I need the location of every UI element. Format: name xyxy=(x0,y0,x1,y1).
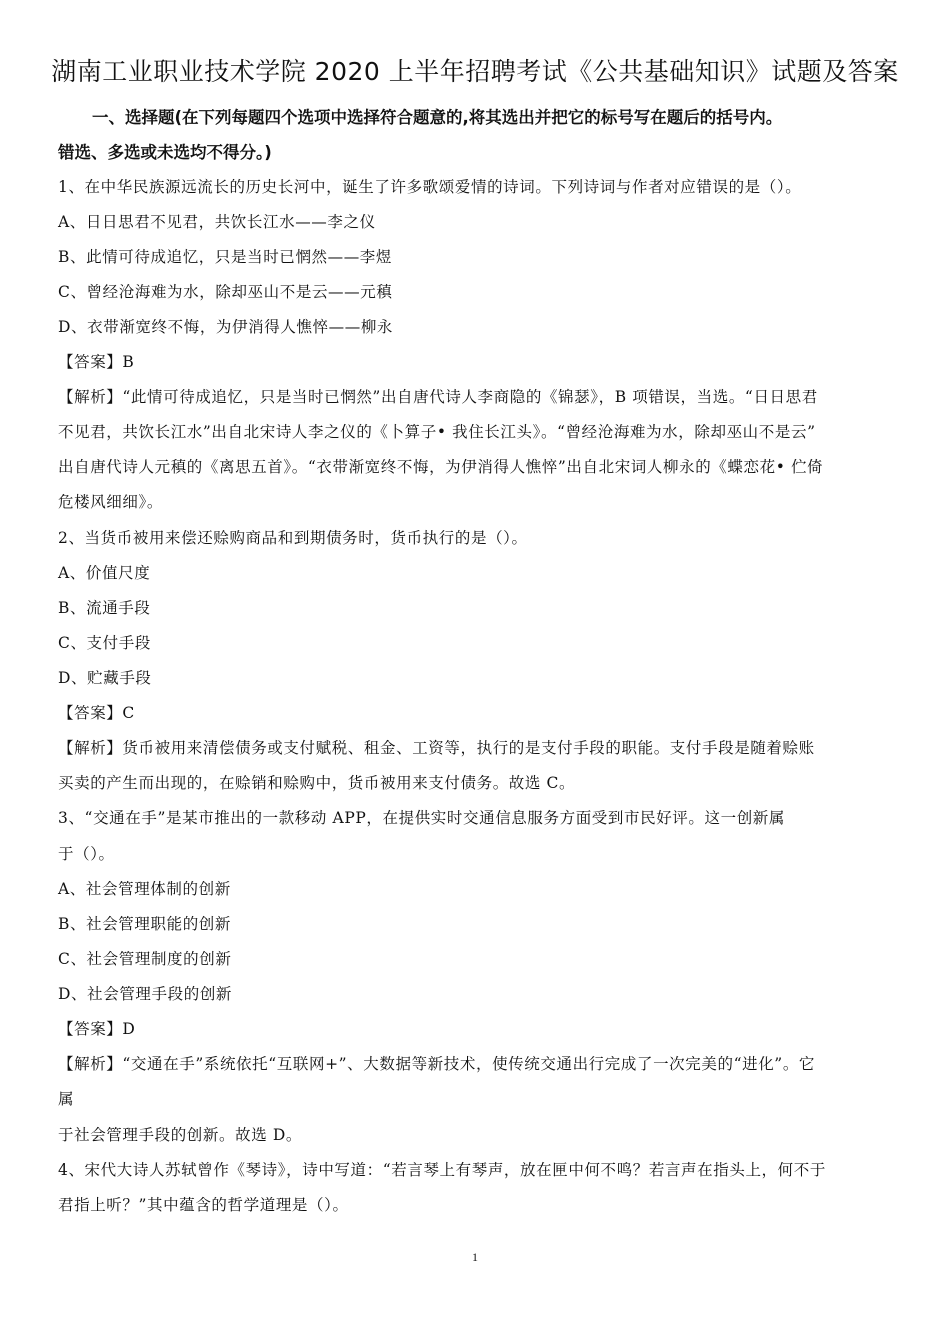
question-2-option-d: D、贮藏手段 xyxy=(58,669,152,687)
page-number: 1 xyxy=(472,1250,478,1264)
question-3-option-c: C、社会管理制度的创新 xyxy=(58,950,232,968)
question-2-stem: 2、当货币被用来偿还赊购商品和到期债务时，货币执行的是（）。 xyxy=(58,529,528,547)
question-1-analysis-line3: 出自唐代诗人元稹的《离思五首》。“衣带渐宽终不悔，为伊消得人憔悴”出自北宋词人柳永的《蝶恋花• 伫倚 xyxy=(58,458,824,476)
question-1-stem: 1、在中华民族源远流长的历史长河中，诞生了许多歌颂爱情的诗词。下列诗词与作者对应错误的是（）。 xyxy=(58,178,802,196)
question-2-option-a: A、价值尺度 xyxy=(58,564,151,582)
question-3-analysis-line2: 属 xyxy=(58,1090,75,1108)
question-1-analysis-line2: 不见君，共饮长江水”出自北宋诗人李之仪的《卜算子• 我住长江头》。“曾经沧海难为水，除却巫山不是云” xyxy=(58,423,816,441)
question-1-option-c: C、曾经沧海难为水，除却巫山不是云——元稹 xyxy=(58,283,393,301)
question-3-stem-line2: 于（）。 xyxy=(58,845,115,863)
question-3-option-a: A、社会管理体制的创新 xyxy=(58,880,231,898)
question-1-analysis-line4: 危楼风细细》。 xyxy=(58,493,163,511)
question-3-option-b: B、社会管理职能的创新 xyxy=(58,915,231,933)
question-3-answer: 【答案】D xyxy=(58,1020,136,1038)
question-2-answer: 【答案】C xyxy=(58,704,135,722)
question-1-answer: 【答案】B xyxy=(58,353,135,371)
question-3-stem-line1: 3、“交通在手”是某市推出的一款移动 APP，在提供实时交通信息服务方面受到市民好评。这一创新属 xyxy=(58,809,785,827)
question-1-option-a: A、日日思君不见君，共饮长江水——李之仪 xyxy=(58,213,376,231)
question-4-stem-line1: 4、宋代大诗人苏轼曾作《琴诗》，诗中写道：“若言琴上有琴声，放在匣中何不鸣？若言声在指头上，何不于 xyxy=(58,1161,826,1179)
question-1-analysis-line1: 【解析】“此情可待成追忆，只是当时已惘然”出自唐代诗人李商隐的《锦瑟》，B 项错误，当选。“日日思君 xyxy=(58,388,818,406)
question-3-analysis-line1: 【解析】“交通在手”系统依托“互联网+”、大数据等新技术，使传统交通出行完成了一次完美的“进化”。它 xyxy=(58,1055,816,1073)
question-2-option-b: B、流通手段 xyxy=(58,599,151,617)
question-3-option-d: D、社会管理手段的创新 xyxy=(58,985,233,1003)
question-4-stem-line2: 君指上听？”其中蕴含的哲学道理是（）。 xyxy=(58,1196,349,1214)
question-2-analysis-line1: 【解析】货币被用来清偿债务或支付赋税、租金、工资等，执行的是支付手段的职能。支付手段是随着赊账 xyxy=(58,739,815,757)
document-title: 湖南工业职业技术学院 2020 上半年招聘考试《公共基础知识》试题及答案 xyxy=(51,57,899,86)
question-2-option-c: C、支付手段 xyxy=(58,634,151,652)
question-1-option-d: D、衣带渐宽终不悔，为伊消得人憔悴——柳永 xyxy=(58,318,394,336)
section-heading-line1: 一、选择题(在下列每题四个选项中选择符合题意的,将其选出并把它的标号写在题后的括号内。 xyxy=(92,108,783,127)
question-1-option-b: B、此情可待成追忆，只是当时已惘然——李煜 xyxy=(58,248,392,266)
question-2-analysis-line2: 买卖的产生而出现的，在赊销和赊购中，货币被用来支付债务。故选 C。 xyxy=(58,774,576,792)
section-heading-line2: 错选、多选或未选均不得分。) xyxy=(58,143,272,162)
question-3-analysis-line3: 于社会管理手段的创新。故选 D。 xyxy=(58,1126,302,1144)
